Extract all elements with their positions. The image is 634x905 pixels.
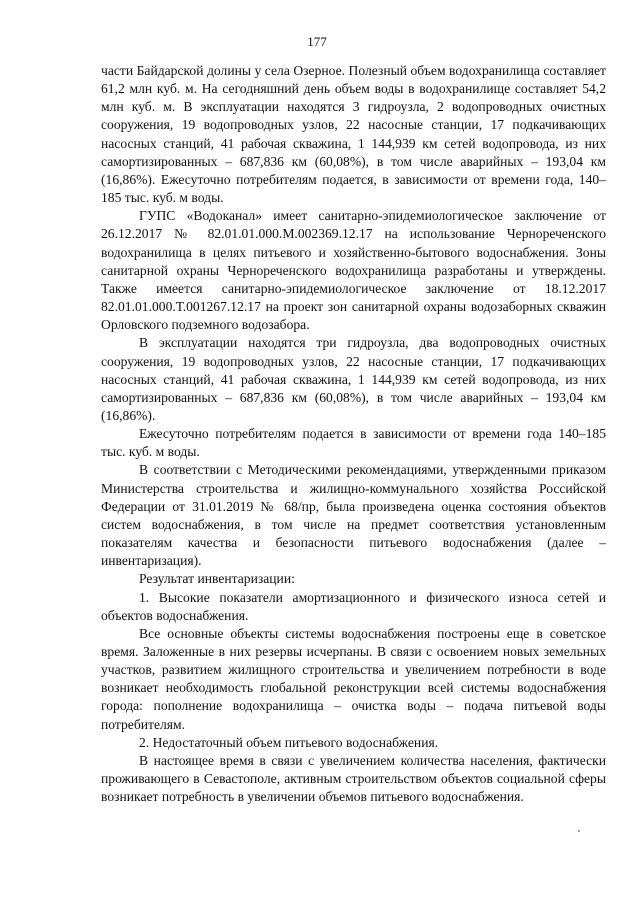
paragraph-wear-indicators: 1. Высокие показатели амортизационного и физического износа сетей и объектов водоснабжения.: [101, 589, 606, 623]
paragraph-population-growth: В настоящее время в связи с увеличением количества населения, фактически проживающего в Севастополе, активным строительством объектов социальной сферы возникает потребность в увеличении объемов питьевого водоснабжения.: [101, 752, 606, 805]
paragraph-inventory-result-heading: Результат инвентаризации:: [139, 571, 295, 587]
paragraph-daily-supply: Ежесуточно потребителям подается в зависимости от времени года 140–185 тыс. куб. м воды.: [101, 426, 606, 460]
page-number: 177: [307, 34, 327, 49]
paragraph-soviet-era-objects: Все основные объекты системы водоснабжения построены еще в советское время. Заложенные в них резервы исчерпаны. В связи с освоением новых земельных участков, развитием жилищного строительства и увеличением потребности в воде возникает необходимость глобальной реконструкции всей системы водоснабжения города: пополнение водохранилища – очистка воды – подача питьевой воды потребителям.: [101, 625, 606, 732]
paragraph-methodical-recommendations: В соответствии с Методическими рекомендациями, утвержденными приказом Министерства строительства и жилищно-коммунального хозяйства Российской Федерации от 31.01.2019 № 68/пр, была произведена оценка состояния объектов систем водоснабжения, в том числе на предмет соответствия установленным показателям качества и безопасности питьевого водоснабжения (далее – инвентаризация).: [101, 462, 606, 569]
paragraph-insufficient-volume: 2. Недостаточный объем питьевого водоснабжения.: [139, 734, 439, 750]
paragraph-sanitary-conclusion: ГУПС «Водоканал» имеет санитарно-эпидемиологическое заключение от 26.12.2017 № 82.01.01.000.М.002369.12.17 на использование Чернореченского водохранилища в целях питьевого и хозяйственно-бытового водоснабжения. Зоны санитарной охраны Чернореченского водохранилища разработаны и утверждены. Также имеется санитарно-эпидемиологическое заключение от 18.12.2017 82.01.01.000.Т.001267.12.17 на проект зон санитарной охраны водозаборных скважин Орловского подземного водозабора.: [101, 208, 606, 333]
body-text: [101, 62, 606, 806]
scan-speck: [578, 830, 580, 832]
paragraph-operation-facilities: В эксплуатации находятся три гидроузла, два водопроводных очистных сооружения, 19 водопроводных узлов, 22 насосные станции, 17 подкачивающих насосных станций, 41 рабочая скважина, 1 144,939 км сетей водопровода, из них самортизированных – 687,836 км (60,08%), в том числе аварийных – 193,04 км (16,86%).: [101, 335, 606, 423]
paragraph-reservoir-overview: части Байдарской долины у села Озерное. Полезный объем водохранилища составляет 61,2 млн куб. м. На сегодняшний день объем воды в водохранилище составляет 54,2 млн куб. м. В эксплуатации находятся 3 гидроузла, 2 водопроводных очистных сооружения, 19 водопроводных узлов, 22 насосные станции, 17 подкачивающих насосных станций, 41 рабочая скважина, 1 144,939 км сетей водопровода, из них самортизированных – 687,836 км (60,08%), в том числе аварийных – 193,04 км (16,86%). Ежесуточно потребителям подается, в зависимости от времени года, 140–185 тыс. куб. м воды.: [101, 63, 606, 206]
